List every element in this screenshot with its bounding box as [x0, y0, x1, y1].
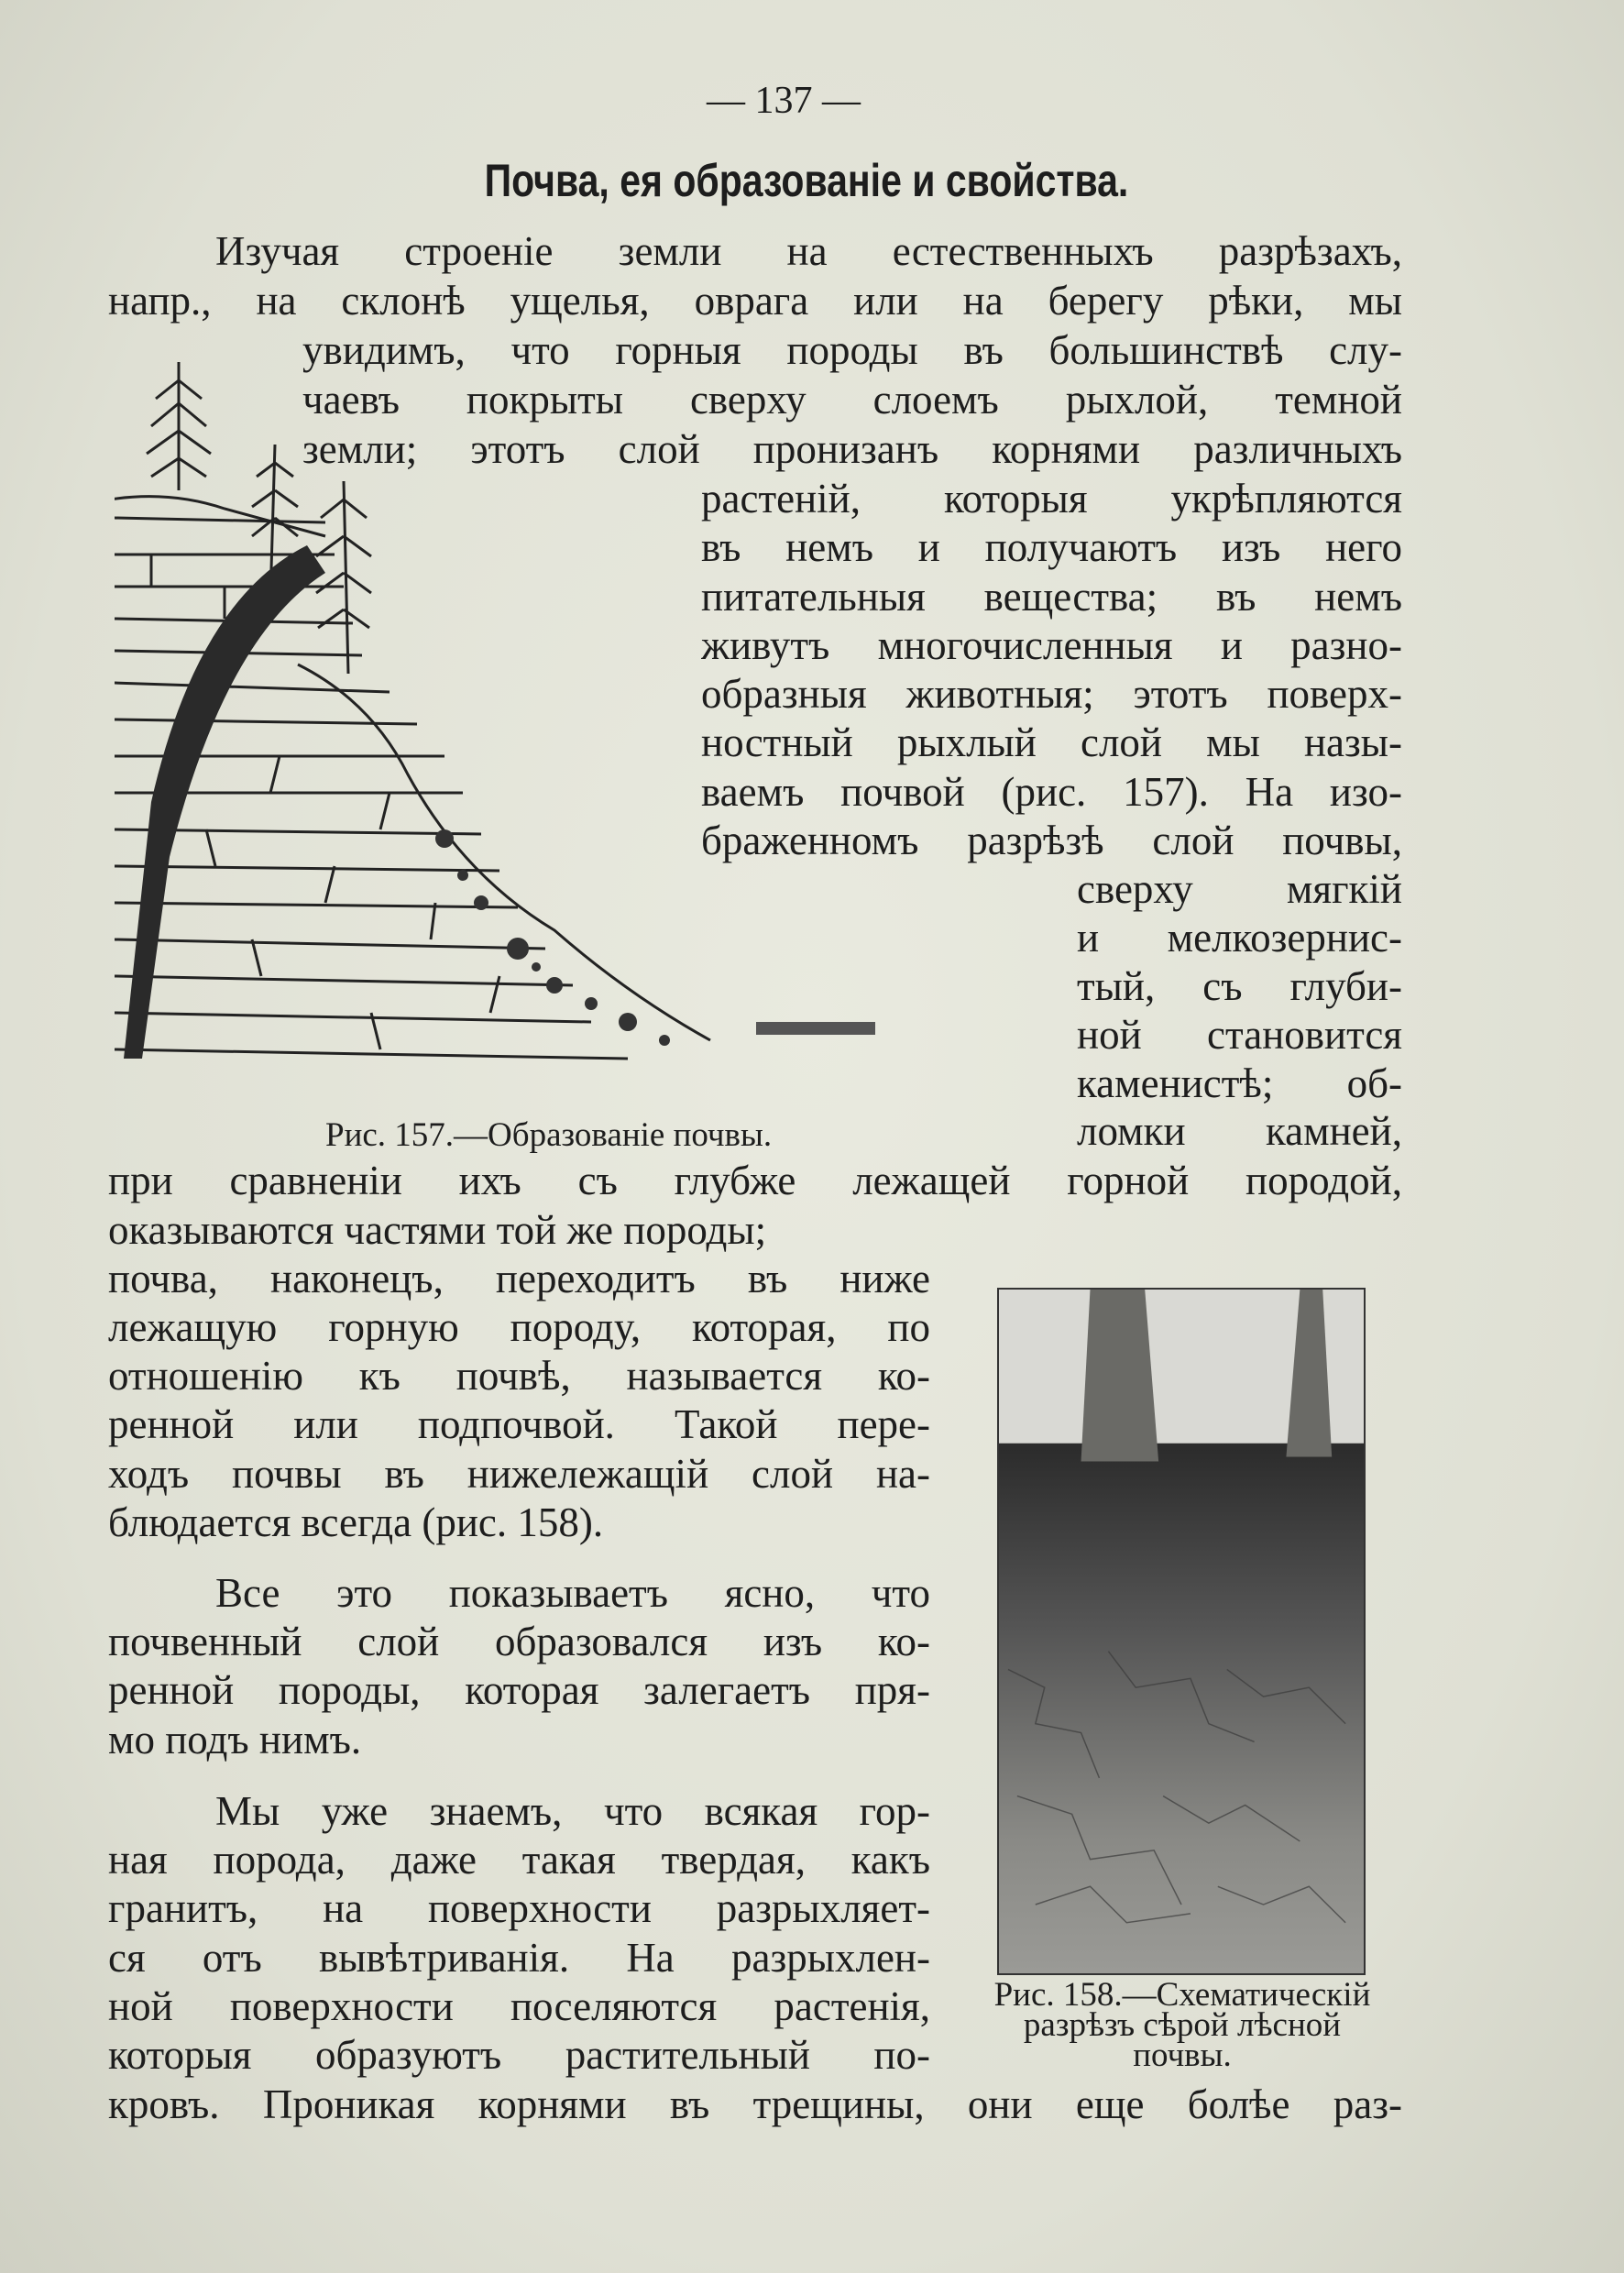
page-number: — 137 —	[707, 80, 861, 122]
text-line: ной поверхности поселяются растенія,	[108, 1983, 930, 2029]
text-line: въ немъ и получаютъ изъ него	[701, 524, 1402, 570]
text-line: почва, наконецъ, переходитъ въ ниже	[108, 1256, 930, 1301]
text-line: питательныя вещества; въ немъ	[701, 574, 1402, 620]
figure-157-caption: Рис. 157.—Образованіе почвы.	[325, 1116, 773, 1154]
text-line: Изучая строеніе земли на естественныхъ разрѣзахъ,	[215, 228, 1402, 274]
text-line: увидимъ, что горныя породы въ большинствѣ слу-	[302, 327, 1402, 373]
text-line: браженномъ разрѣзѣ слой почвы,	[701, 818, 1402, 863]
figure-157-soil-formation-illustration	[115, 362, 1040, 1104]
text-line: сверху мягкій	[1077, 866, 1402, 912]
text-line: напр., на склонѣ ущелья, оврага или на берегу рѣки, мы	[108, 278, 1402, 324]
text-line: Все это показываетъ ясно, что	[215, 1570, 930, 1616]
text-line: мо подъ нимъ.	[108, 1717, 362, 1762]
text-line: образныя животныя; этотъ поверх-	[701, 671, 1402, 717]
text-line: оказываются частями той же породы;	[108, 1207, 767, 1253]
text-line: ваемъ почвой (рис. 157). На изо-	[701, 769, 1402, 815]
figure-158-caption-line-1: Рис. 158.—Схематическій	[993, 1976, 1371, 2014]
figure-158-soil-profile-image	[997, 1288, 1366, 1975]
text-line: лежащую горную породу, которая, по	[108, 1304, 930, 1350]
text-line: почвенный слой образовался изъ ко-	[108, 1619, 930, 1664]
text-line: ся отъ вывѣтриванія. На разрыхлен-	[108, 1935, 930, 1981]
text-line: земли; этотъ слой пронизанъ корнями различныхъ	[302, 426, 1402, 472]
text-line: Мы уже знаемъ, что всякая гор-	[215, 1788, 930, 1834]
text-line: гранитъ, на поверхности разрыхляет-	[108, 1885, 930, 1931]
figure-158-caption-line-2: разрѣзъ сѣрой лѣсной	[1023, 2006, 1342, 2044]
text-line: чаевъ покрыты сверху слоемъ рыхлой, темной	[302, 377, 1402, 423]
figure-158-caption-line-3: почвы.	[1133, 2037, 1232, 2074]
text-line: которыя образуютъ растительный по-	[108, 2032, 930, 2078]
text-line: каменистѣ; об-	[1077, 1060, 1402, 1106]
text-line: тый, съ глуби-	[1077, 963, 1402, 1009]
text-line: ломки камней,	[1077, 1108, 1402, 1154]
text-line: живутъ многочисленныя и разно-	[701, 622, 1402, 668]
text-line: ной становится	[1077, 1012, 1402, 1058]
text-line: ренной или подпочвой. Такой пере-	[108, 1401, 930, 1447]
text-line: ходъ почвы въ нижележащій слой на-	[108, 1451, 930, 1497]
text-line: кровъ. Проникая корнями въ трещины, они еще болѣе раз-	[108, 2081, 1402, 2127]
text-line: ренной породы, которая залегаетъ пря-	[108, 1667, 930, 1713]
text-line: блюдается всегда (рис. 158).	[108, 1499, 604, 1545]
text-line: при сравненіи ихъ съ глубже лежащей горной породой,	[108, 1158, 1402, 1203]
text-line: растеній, которыя укрѣпляются	[701, 476, 1402, 522]
text-line: и мелкозернис-	[1077, 915, 1402, 961]
section-title: Почва, ея образованіе и свойства.	[484, 155, 1129, 206]
text-line: отношенію къ почвѣ, называется ко-	[108, 1353, 930, 1399]
text-line: ная порода, даже такая твердая, какъ	[108, 1837, 930, 1883]
text-line: ностный рыхлый слой мы назы-	[701, 719, 1402, 765]
